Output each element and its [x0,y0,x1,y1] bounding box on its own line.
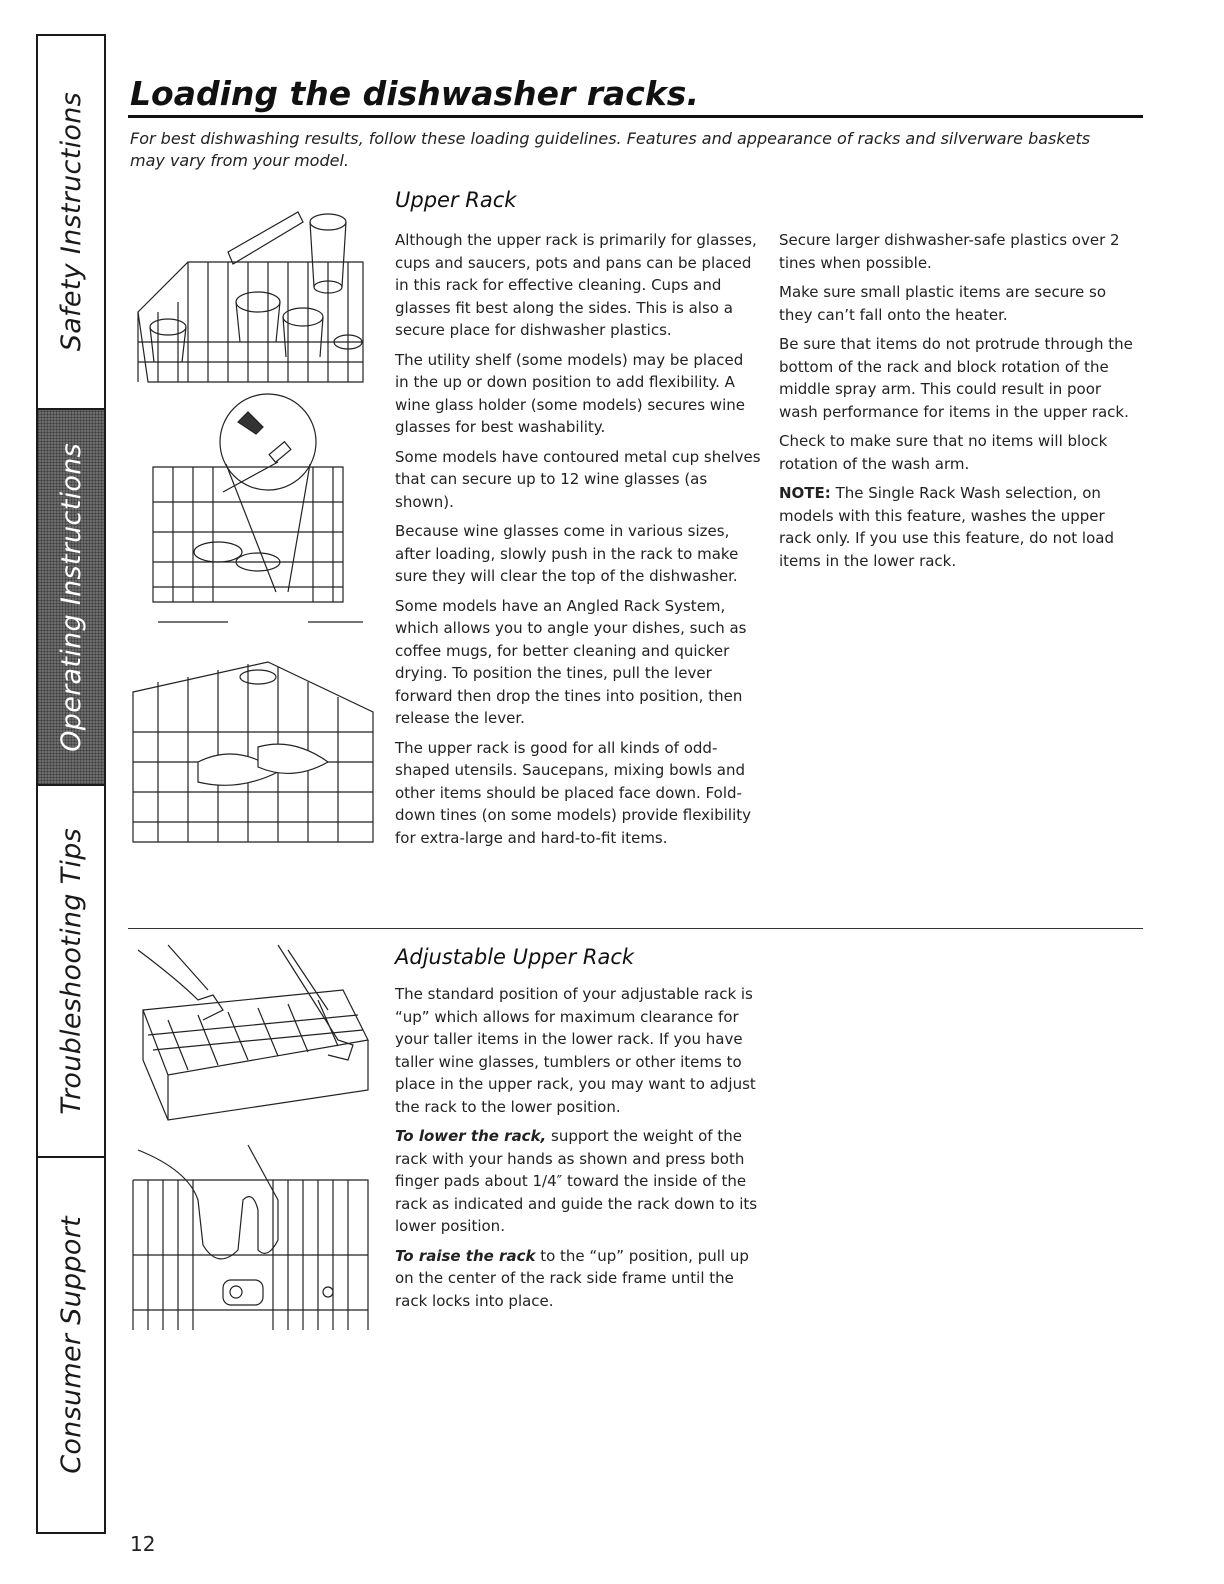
adjustable-rack-illustration [128,940,378,1130]
upper-rack-heading: Upper Rack [395,188,517,212]
section-divider [128,928,1143,929]
page-title: Loading the dishwasher racks. [130,74,699,113]
page-number: 12 [130,1532,156,1556]
paragraph: The upper rack is good for all kinds of odd-shaped utensils. Saucepans, mixing bowls and other items should be placed face down. Fold-down tines (on some models) provide flexibility for extra-large and hard-to-fit items. [395,738,751,847]
note-paragraph [779,482,1139,572]
paragraph: The utility shelf (some models) may be placed in the up or down position to add flexibility. A wine glass holder (some models) secures wine glasses for best washability. [395,350,745,436]
paragraph: Although the upper rack is primarily for glasses, cups and saucers, pots and pans can be placed in this rack for effective cleaning. Cups and glasses fit best along the sides. This is also a secure place for dishwasher plastics. [395,231,757,339]
paragraph: Some models have contoured metal cup shelves that can secure up to 12 wine glasses (as shown). [395,447,761,511]
note-label: NOTE: [779,484,831,502]
lower-rack-paragraph [395,1125,761,1238]
paragraph: Be sure that items do not protrude through the bottom of the rack and block rotation of the middle spray arm. This could result in poor wash performance for items in the upper rack. [779,335,1133,421]
adjustable-rack-heading: Adjustable Upper Rack [395,945,635,969]
tab-safety-instructions[interactable] [38,36,104,410]
upper-rack-column-2 [779,229,1139,579]
tab-label: Operating Instructions [55,442,87,752]
lower-rack-text: support the weight of the rack with your hands as shown and press both finger pads about 1/4″ toward the inside of the rack as indicated and guide the rack down to its lower position. [395,1127,758,1235]
paragraph: Some models have an Angled Rack System, which allows you to angle your dishes, such as coffee mugs, for better cleaning and quicker drying. To position the tines, pull the lever forward then drop the tines into position, then release the lever. [395,596,747,727]
lower-rack-lead: To lower the rack, [395,1127,547,1145]
tab-label: Troubleshooting Tips [55,827,87,1115]
tab-label: Safety Instructions [55,92,87,352]
angled-rack-illustration [128,652,378,852]
wine-glass-shelf-illustration [128,392,378,642]
tab-consumer-support[interactable] [38,1158,104,1532]
raise-rack-lead: To raise the rack [395,1246,536,1265]
paragraph: Check to make sure that no items will block rotation of the wash arm. [779,432,1108,473]
paragraph: Because wine glasses come in various sizes, after loading, slowly push in the rack to make sure they will clear the top of the dishwasher. [395,522,739,585]
side-tabs [36,34,106,1534]
adjustable-rack-column [395,983,761,1319]
note-text: The Single Rack Wash selection, on models with this feature, washes the upper rack only. If you use this feature, do not load items in the lower rack. [779,484,1114,570]
upper-rack-column-1 [395,229,761,856]
paragraph: Secure larger dishwasher-safe plastics over 2 tines when possible. [779,231,1120,272]
intro-text: For best dishwashing results, follow these loading guidelines. Features and appearance of racks and silverware baskets may vary from your model. [130,129,1091,170]
upper-rack-cups-illustration [128,192,378,392]
raise-rack-text: to the “up” position, pull up on the center of the rack side frame until the rack locks into place. [395,1246,749,1310]
title-rule [128,115,1143,118]
tab-operating-instructions[interactable] [38,410,104,786]
raise-rack-paragraph [395,1245,761,1313]
paragraph: Make sure small plastic items are secure so they can’t fall onto the heater. [779,283,1107,324]
paragraph: The standard position of your adjustable rack is “up” which allows for maximum clearance for your taller items in the lower rack. If you have taller wine glasses, tumblers or other items to place in the upper rack, you may want to adjust the rack to the lower position. [395,985,756,1116]
tab-troubleshooting-tips[interactable] [38,786,104,1158]
tab-label: Consumer Support [55,1216,87,1474]
finger-pad-illustration [128,1140,378,1340]
